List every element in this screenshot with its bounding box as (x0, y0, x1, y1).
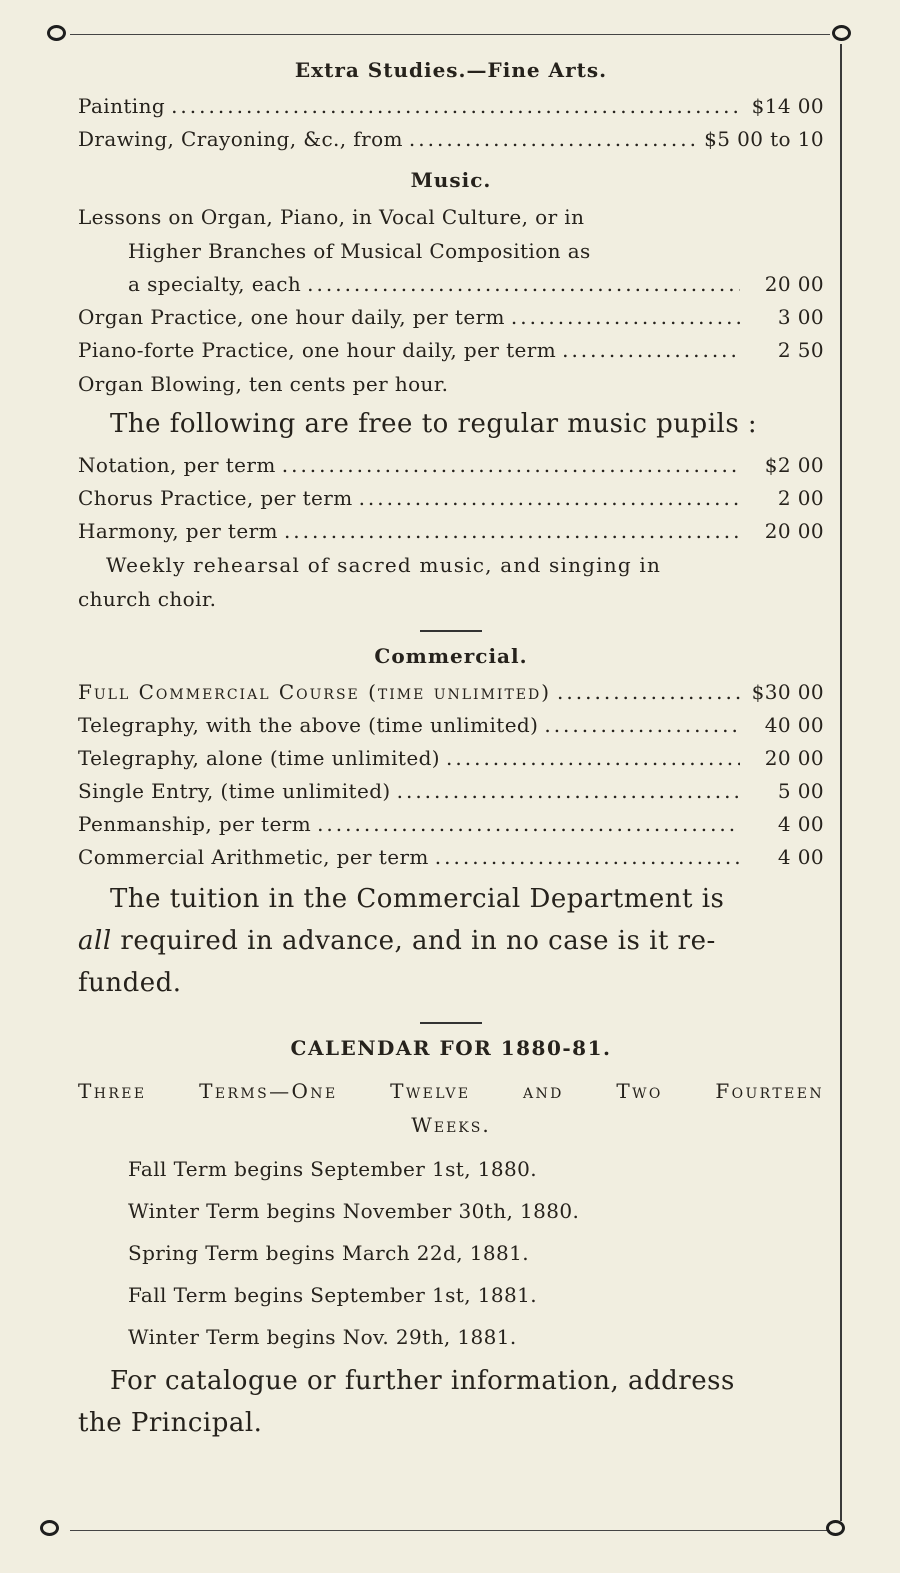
closing-line: the Principal. (78, 1408, 263, 1438)
commercial-heading: Commercial. (374, 644, 528, 668)
ring-top-left-icon (47, 25, 66, 41)
price-row: Commercial Arithmetic, per term ..... 4 00 (78, 841, 824, 874)
ring-bottom-left-icon (40, 1520, 59, 1536)
price-row: Painting ..... $14 00 (78, 90, 824, 123)
price-row: Penmanship, per term ..... 4 00 (78, 808, 824, 841)
weekly-rehearsal-line: Weekly rehearsal of sacred music, and singing in (106, 553, 662, 577)
calendar-heading: CALENDAR FOR 1880-81. (290, 1036, 612, 1060)
calendar-subheading: Weeks. (411, 1113, 491, 1137)
top-border-rule (70, 34, 830, 35)
term-item: Spring Term begins March 22d, 1881. (128, 1241, 529, 1265)
music-heading: Music. (410, 168, 492, 192)
price-row: Piano-forte Practice, one hour daily, per term ..... 2 50 (78, 334, 824, 367)
fine-arts-heading: Extra Studies.—Fine Arts. (294, 58, 608, 82)
term-item: Fall Term begins September 1st, 1881. (128, 1283, 537, 1307)
section-divider (420, 630, 482, 632)
term-list (78, 1148, 824, 1358)
term-item: Fall Term begins September 1st, 1880. (128, 1157, 537, 1181)
price-row: Organ Practice, one hour daily, per term ..... 3 00 (78, 301, 824, 334)
ring-bottom-right-icon (826, 1520, 845, 1536)
tuition-note-line: funded. (78, 968, 182, 998)
price-row: Drawing, Crayoning, &c., from ..... $5 00 to 10 (78, 123, 824, 156)
price-row: Telegraphy, alone (time unlimited) ..... 20 00 (78, 742, 824, 775)
term-item: Winter Term begins November 30th, 1880. (128, 1199, 580, 1223)
tuition-note-line: all required in advance, and in no case is it re- (78, 926, 716, 956)
section-divider (420, 1022, 482, 1024)
term-item: Winter Term begins Nov. 29th, 1881. (128, 1325, 517, 1349)
price-row: Notation, per term ..... $2 00 (78, 449, 824, 482)
lessons-line: Higher Branches of Musical Composition as (128, 239, 591, 263)
free-music-note: The following are free to regular music pupils : (110, 409, 758, 439)
price-row: Telegraphy, with the above (time unlimited) ..... 40 00 (78, 709, 824, 742)
ring-top-right-icon (832, 25, 851, 41)
calendar-subheading: Three Terms—One Twelve and Two Fourteen (78, 1079, 824, 1103)
price-list (78, 58, 824, 1444)
bottom-border-rule (70, 1530, 830, 1531)
price-row: Chorus Practice, per term ..... 2 00 (78, 482, 824, 515)
price-row: Full Commercial Course (time unlimited) ..... $30 00 (78, 676, 824, 709)
price-row: a specialty, each ..... 20 00 (78, 268, 824, 301)
price-row: Harmony, per term ..... 20 00 (78, 515, 824, 548)
closing-line: For catalogue or further information, address (110, 1366, 735, 1396)
tuition-note-line: The tuition in the Commercial Department is (110, 884, 725, 914)
right-border-rule (840, 44, 842, 1521)
lessons-line: Lessons on Organ, Piano, in Vocal Culture, or in (78, 205, 585, 229)
organ-blowing-note: Organ Blowing, ten cents per hour. (78, 372, 449, 396)
weekly-rehearsal-line: church choir. (78, 587, 217, 611)
price-row: Single Entry, (time unlimited) ..... 5 00 (78, 775, 824, 808)
